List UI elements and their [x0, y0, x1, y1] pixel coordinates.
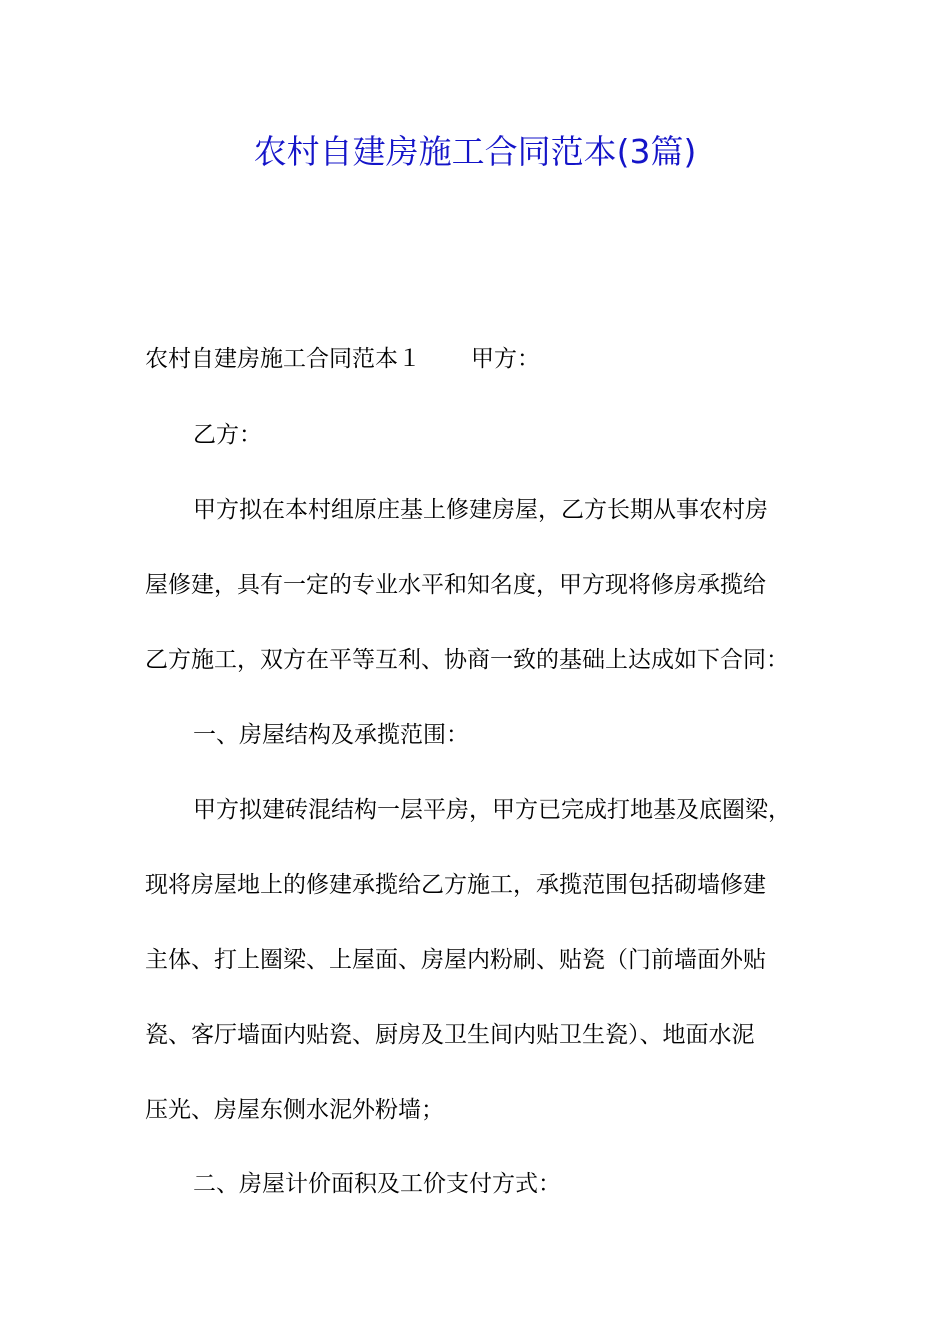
- paragraph-line-1: [145, 343, 825, 375]
- paragraph-line-11: 压光、房屋东侧水泥外粉墙；: [145, 1097, 444, 1123]
- party-b-label: 乙方：: [193, 422, 262, 448]
- paragraph-line-9: 主体、打上圈梁、上屋面、房屋内粉刷、贴瓷（门前墙面外贴: [145, 947, 766, 973]
- paragraph-line-8: 现将房屋地上的修建承揽给乙方施工，承揽范围包括砌墙修建: [145, 872, 766, 898]
- paragraph-line-10: 瓷、客厅墙面内贴瓷、厨房及卫生间内贴卫生瓷）、地面水泥: [145, 1022, 755, 1048]
- paragraph-line-7: 甲方拟建砖混结构一层平房，甲方已完成打地基及底圈梁，: [193, 797, 791, 823]
- section-heading-1: 一、房屋结构及承揽范围：: [193, 722, 469, 748]
- document-title: 农村自建房施工合同范本(3篇): [253, 132, 697, 171]
- section-heading-2: 二、房屋计价面积及工价支付方式：: [193, 1171, 561, 1197]
- party-a-label: 甲方：: [471, 346, 540, 372]
- paragraph-line-5: 乙方施工，双方在平等互利、协商一致的基础上达成如下合同：: [145, 647, 789, 673]
- paragraph-line-4: 屋修建，具有一定的专业水平和知名度，甲方现将修房承揽给: [145, 572, 766, 598]
- contract-heading-text: 农村自建房施工合同范本１: [145, 346, 421, 372]
- paragraph-line-3: 甲方拟在本村组原庄基上修建房屋，乙方长期从事农村房: [193, 497, 768, 523]
